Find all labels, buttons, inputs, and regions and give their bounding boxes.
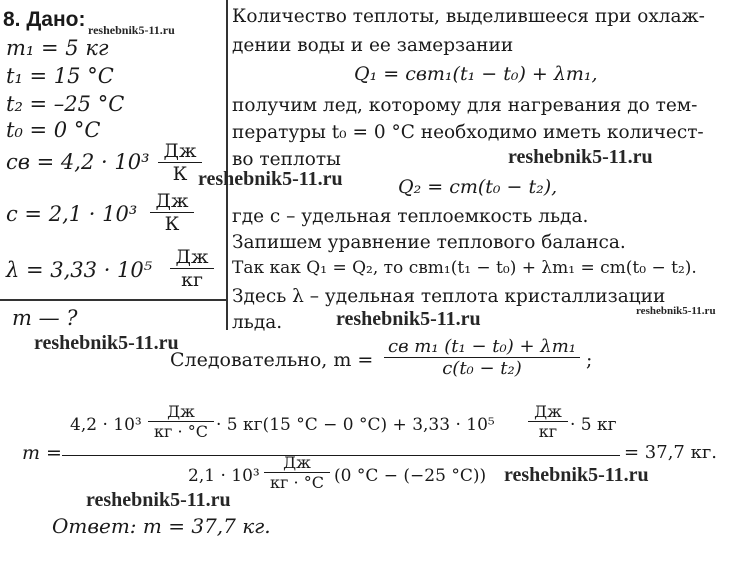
given-cv: cв = 4,2 · 10³ [6, 150, 150, 174]
calc-num-middle: · 5 кг(15 °C − 0 °C) + 3,33 · 10⁵ [216, 415, 495, 435]
given-find: m — ? [12, 306, 78, 330]
given-t0: t₀ = 0 °C [6, 118, 101, 142]
solution-line-2: дении воды и ее замерзании [232, 35, 514, 56]
calc-den-unit: Дж кг · °C [264, 453, 330, 492]
calc-fraction-bar [62, 455, 620, 456]
watermark: reshebnik5-11.ru [86, 489, 231, 511]
calc-den-coef: 2,1 · 10³ [188, 466, 260, 486]
equation-q1: Q₁ = cвm₁(t₁ − t₀) + λm₁, [354, 63, 598, 85]
calc-den-end: (0 °C − (−25 °C)) [334, 466, 487, 486]
heat-balance-equation: Так как Q₁ = Q₂, то cвm₁(t₁ − t₀) + λm₁ = cm(t₀ − t₂). [232, 258, 697, 278]
watermark: reshebnik5-11.ru [34, 332, 179, 354]
given-t2: t₂ = –25 °C [6, 92, 125, 116]
equation-q2: Q₂ = cm(t₀ − t₂), [398, 176, 558, 198]
formula-semicolon: ; [586, 349, 593, 371]
mass-formula: cв m₁ (t₁ − t₀) + λm₁ c(t₀ − t₂) [384, 336, 580, 379]
calc-num-unit2: Дж кг [528, 402, 568, 441]
watermark: reshebnik5-11.ru [504, 464, 649, 486]
therefore-label: Следовательно, m = [170, 349, 374, 371]
calc-result: = 37,7 кг. [624, 442, 718, 463]
given-divider-horizontal [0, 299, 226, 301]
watermark: reshebnik5-11.ru [508, 146, 653, 168]
given-lambda: λ = 3,33 · 10⁵ [6, 258, 153, 282]
watermark: reshebnik5-11.ru [198, 168, 343, 190]
given-lambda-unit: Дж кг [170, 246, 214, 291]
given-c-unit: Дж К [150, 190, 194, 235]
solution-line-9: Здесь λ – удельная теплота кристаллизации [232, 286, 666, 307]
given-c: c = 2,1 · 10³ [6, 202, 138, 226]
solution-line-4: пературы t₀ = 0 °C необходимо иметь количест- [232, 122, 704, 143]
solution-line-6: где c – удельная теплоемкость льда. [232, 206, 589, 227]
answer: Ответ: m = 37,7 кг. [52, 514, 271, 538]
calc-num-unit: Дж кг · °C [148, 402, 214, 441]
solution-line-1: Количество теплоты, выделившееся при охлаж- [232, 6, 705, 27]
given-header: 8. Дано: [3, 8, 86, 31]
calc-num-end: · 5 кг [570, 415, 617, 435]
given-cv-unit: Дж К [158, 140, 202, 185]
calc-num-coef: 4,2 · 10³ [70, 415, 142, 435]
watermark: reshebnik5-11.ru [636, 305, 716, 317]
solution-line-7: Запишем уравнение теплового баланса. [232, 232, 626, 253]
given-mass: m₁ = 5 кг [6, 36, 109, 60]
watermark: reshebnik5-11.ru [88, 23, 175, 37]
watermark: reshebnik5-11.ru [336, 308, 481, 330]
solution-line-3: получим лед, которому для нагревания до тем- [232, 95, 698, 116]
solution-line-5: во теплоты [232, 149, 341, 170]
calc-lhs: m = [22, 442, 62, 464]
solution-line-10: льда. [232, 312, 283, 333]
given-t1: t₁ = 15 °C [6, 64, 114, 88]
given-divider-vertical [226, 0, 228, 330]
